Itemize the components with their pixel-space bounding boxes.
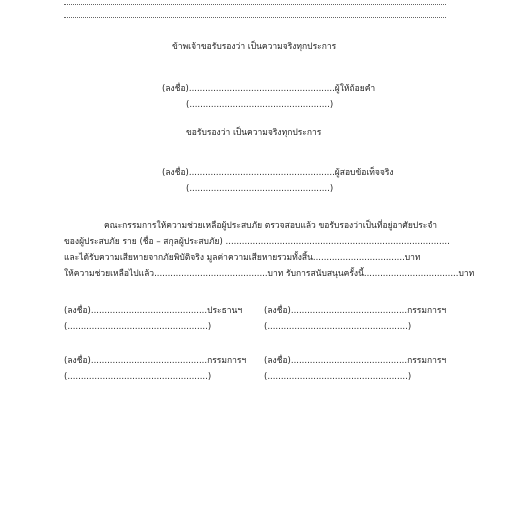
committee-line-2: ของผู้ประสบภัย ราย (ชื่อ – สกุลผู้ประสบภัย) ................................................................................... [64, 237, 450, 247]
sign-prefix: (ลงชื่อ) [264, 356, 291, 366]
sign-prefix: (ลงชื่อ) [264, 306, 291, 316]
fill-line-top-1 [64, 4, 446, 5]
certify-statement-2: ขอรับรองว่า เป็นความจริงทุกประการ [186, 128, 322, 138]
name-paren-chairman: (....................................................) [64, 322, 212, 332]
sign-role: กรรมการฯ [407, 306, 447, 316]
sign-dots: ........................................... [290, 356, 408, 366]
sign-prefix: (ลงชื่อ) [64, 306, 91, 316]
signature-committee-3 [264, 356, 446, 367]
signature-line-statement-giver [162, 84, 375, 95]
name-paren-committee-1: (....................................................) [264, 322, 412, 332]
fill-line-top-2 [64, 17, 446, 18]
sign-dots: ...................................................... [188, 168, 335, 178]
name-paren-fact-checker: (....................................................) [186, 184, 334, 194]
name-paren-committee-3: (....................................................) [264, 372, 412, 382]
signature-committee-1 [264, 306, 446, 317]
sign-dots: ...................................................... [188, 84, 335, 94]
signature-line-fact-checker [162, 168, 394, 179]
name-paren-committee-2: (....................................................) [64, 372, 212, 382]
sign-role: ผู้สอบข้อเท็จจริง [334, 168, 394, 178]
signature-committee-2 [64, 356, 246, 367]
sign-role: ผู้ให้ถ้อยคำ [334, 84, 376, 94]
sign-prefix: (ลงชื่อ) [64, 356, 91, 366]
committee-line-4: ให้ความช่วยเหลือไปแล้ว..........................................บาท รับการสนับสนุนครั้งนี้...................................บาท [64, 269, 475, 279]
sign-dots: ........................................... [290, 306, 408, 316]
sign-prefix: (ลงชื่อ) [162, 168, 189, 178]
sign-role: กรรมการฯ [407, 356, 447, 366]
committee-line-1: คณะกรรมการให้ความช่วยเหลือผู้ประสบภัย ตรวจสอบแล้ว ขอรับรองว่าเป็นที่อยู่อาศัยประจำ [104, 221, 438, 231]
committee-line-3: และได้รับความเสียหายจากภัยพิบัติจริง มูลค่าความเสียหายรวมทั้งสิ้น..................................บาท [64, 253, 421, 263]
sign-dots: ........................................... [90, 306, 208, 316]
sign-prefix: (ลงชื่อ) [162, 84, 189, 94]
name-paren-statement-giver: (....................................................) [186, 100, 334, 110]
sign-role: กรรมการฯ [207, 356, 247, 366]
certify-statement: ข้าพเจ้าขอรับรองว่า เป็นความจริงทุกประการ [172, 42, 337, 52]
sign-role: ประธานฯ [207, 306, 243, 316]
signature-chairman [64, 306, 242, 317]
sign-dots: ........................................... [90, 356, 208, 366]
